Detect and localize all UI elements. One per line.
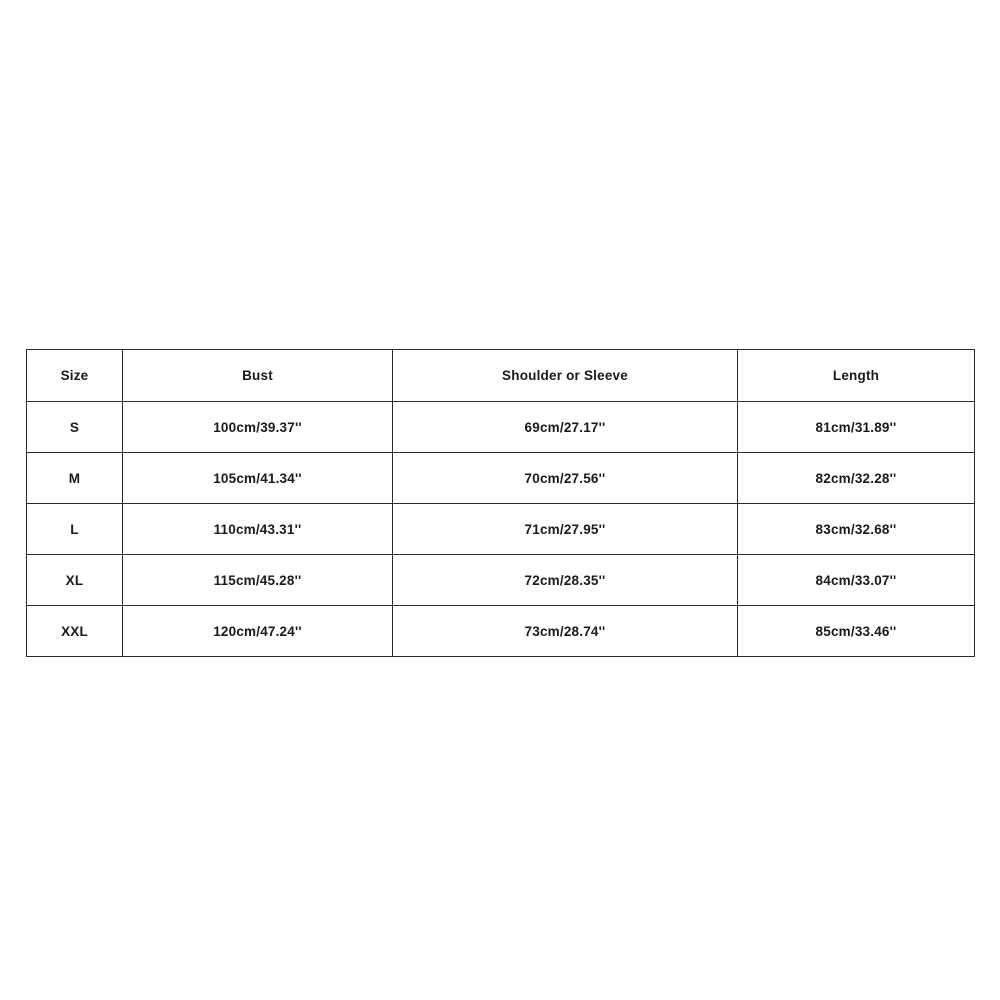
cell-size: M (27, 453, 123, 504)
cell-size: L (27, 504, 123, 555)
cell-shoulder: 71cm/27.95'' (393, 504, 738, 555)
cell-size: XXL (27, 606, 123, 657)
cell-bust: 100cm/39.37'' (123, 402, 393, 453)
cell-shoulder: 70cm/27.56'' (393, 453, 738, 504)
cell-length: 84cm/33.07'' (738, 555, 975, 606)
cell-size: S (27, 402, 123, 453)
table-row (27, 555, 975, 606)
cell-length: 82cm/32.28'' (738, 453, 975, 504)
cell-bust: 115cm/45.28'' (123, 555, 393, 606)
cell-bust: 110cm/43.31'' (123, 504, 393, 555)
size-chart-container (26, 349, 974, 657)
cell-size: XL (27, 555, 123, 606)
table-header-row (27, 350, 975, 402)
cell-length: 85cm/33.46'' (738, 606, 975, 657)
cell-shoulder: 73cm/28.74'' (393, 606, 738, 657)
column-header-bust: Bust (123, 350, 393, 402)
table-row (27, 402, 975, 453)
column-header-size: Size (27, 350, 123, 402)
table-row (27, 504, 975, 555)
cell-bust: 120cm/47.24'' (123, 606, 393, 657)
cell-bust: 105cm/41.34'' (123, 453, 393, 504)
column-header-length: Length (738, 350, 975, 402)
table-row (27, 453, 975, 504)
column-header-shoulder-or-sleeve: Shoulder or Sleeve (393, 350, 738, 402)
table-row (27, 606, 975, 657)
cell-length: 81cm/31.89'' (738, 402, 975, 453)
cell-shoulder: 69cm/27.17'' (393, 402, 738, 453)
size-chart-table (26, 349, 975, 657)
cell-length: 83cm/32.68'' (738, 504, 975, 555)
cell-shoulder: 72cm/28.35'' (393, 555, 738, 606)
